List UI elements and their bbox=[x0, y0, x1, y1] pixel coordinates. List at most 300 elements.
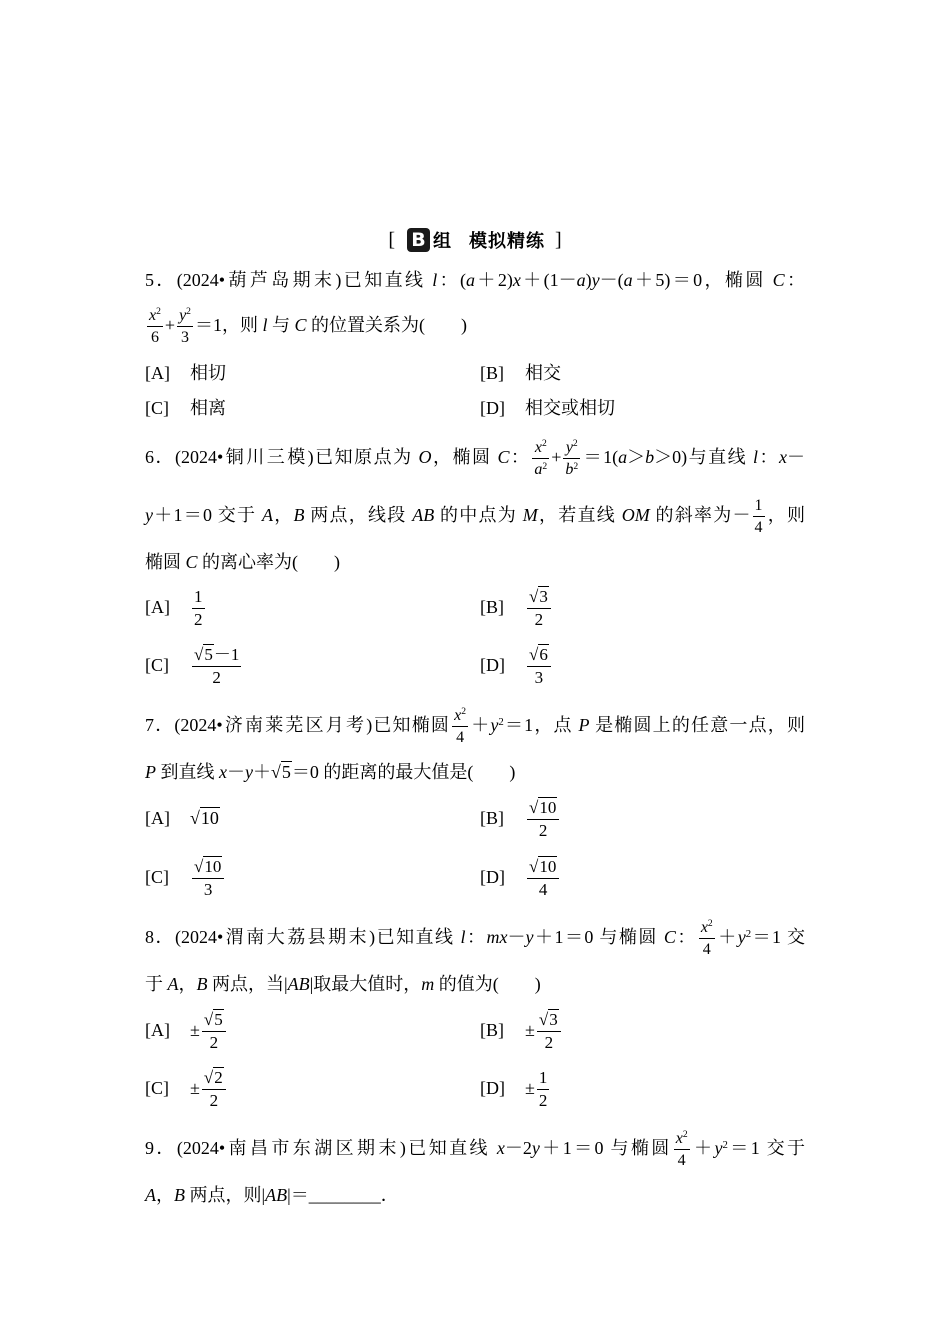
option-label: [C] bbox=[145, 867, 169, 887]
math-variable: a bbox=[466, 270, 476, 290]
question-9-line-1 bbox=[145, 1124, 805, 1175]
math-variable: x bbox=[496, 1138, 505, 1158]
text-run: 6．(2024 bbox=[145, 447, 217, 467]
radical-sign: √ bbox=[529, 856, 539, 876]
math-variable: y bbox=[531, 1138, 540, 1158]
superscript: 2 bbox=[186, 306, 191, 318]
text-run: 5．(2024 bbox=[145, 270, 219, 290]
question-5-option-c bbox=[145, 384, 226, 432]
text-run: 3 bbox=[203, 880, 213, 900]
text-run: 1 bbox=[754, 497, 763, 515]
text-run: ，若直线 bbox=[537, 505, 622, 525]
text-run: －( bbox=[599, 270, 624, 290]
text-run: 2 bbox=[538, 1091, 548, 1111]
radical-sign: √ bbox=[271, 762, 281, 782]
radicand: 5 bbox=[204, 644, 213, 664]
option-content bbox=[525, 586, 553, 630]
text-run: 相切 bbox=[190, 363, 226, 383]
text-run: ) bbox=[585, 270, 592, 290]
option-label: [D] bbox=[480, 655, 505, 675]
option-content bbox=[525, 1067, 551, 1111]
text-run: 相交 bbox=[525, 363, 561, 383]
option-label: [C] bbox=[145, 1078, 169, 1098]
text-run: ， bbox=[178, 974, 197, 994]
text-run: ， bbox=[156, 1185, 174, 1205]
text-run: ＋1＝0 与椭圆 bbox=[539, 1138, 672, 1158]
text-run: ： bbox=[509, 447, 531, 467]
math-variable: y bbox=[490, 715, 499, 735]
text-run: 4 bbox=[702, 941, 711, 959]
numerator bbox=[452, 706, 468, 727]
math-variable: y bbox=[591, 270, 600, 290]
math-variable: B bbox=[174, 1185, 185, 1205]
fraction bbox=[563, 438, 580, 479]
math-variable: AB bbox=[287, 974, 310, 994]
radicand: 6 bbox=[539, 644, 548, 664]
text-run: ： bbox=[758, 447, 780, 467]
fraction bbox=[537, 1068, 550, 1112]
radical bbox=[539, 1009, 559, 1029]
denominator bbox=[192, 609, 205, 630]
text-run: 是椭圆上的任意一点，则 bbox=[589, 715, 805, 735]
radical bbox=[529, 797, 557, 817]
option-label: [C] bbox=[145, 398, 169, 418]
superscript: 2 bbox=[156, 306, 161, 318]
text-run: |＝________． bbox=[287, 1185, 399, 1205]
fraction bbox=[202, 1068, 226, 1112]
numerator bbox=[192, 645, 241, 667]
question-7-option-a bbox=[145, 794, 220, 842]
math-variable: C bbox=[663, 927, 676, 947]
radical bbox=[529, 856, 557, 876]
superscript: 2 bbox=[707, 918, 713, 930]
text-run: 与 bbox=[267, 315, 295, 335]
text-run: 两点，当| bbox=[207, 974, 288, 994]
math-variable: A bbox=[262, 505, 273, 525]
text-run: ＝0 的距离的最大值是( ) bbox=[291, 762, 516, 782]
text-run: 7．(2024 bbox=[145, 715, 217, 735]
denominator bbox=[177, 327, 193, 347]
text-run: ＝1，则 bbox=[194, 315, 263, 335]
math-variable: x bbox=[512, 270, 521, 290]
text-run: )已知原点为 bbox=[307, 447, 419, 467]
text-run: 2 bbox=[209, 1033, 219, 1053]
option-content bbox=[190, 398, 226, 418]
text-run: 2 bbox=[538, 821, 548, 841]
math-variable: m bbox=[421, 974, 435, 994]
denominator bbox=[563, 459, 580, 479]
math-variable: AB bbox=[412, 505, 435, 525]
text-run: )已知直线 bbox=[335, 270, 433, 290]
question-8-line-2 bbox=[145, 960, 805, 1008]
text-run: ： bbox=[784, 270, 806, 290]
math-variable: C bbox=[772, 270, 785, 290]
question-7-option-d bbox=[480, 853, 561, 901]
text-run: 两点，则| bbox=[185, 1185, 266, 1205]
superscript: 2 bbox=[722, 1138, 728, 1151]
question-8-line-1 bbox=[145, 913, 805, 964]
radicand: 5 bbox=[281, 762, 291, 782]
text-run: ＋ bbox=[691, 1138, 715, 1158]
question-8-option-c bbox=[145, 1064, 228, 1112]
text-run: 到直线 bbox=[156, 762, 219, 782]
option-content bbox=[525, 797, 561, 841]
text-run: ＞0)与直线 bbox=[654, 447, 754, 467]
radical-sign: √ bbox=[194, 644, 204, 664]
source-name: •济南莱芜区月考 bbox=[216, 715, 367, 735]
math-variable: x bbox=[779, 447, 788, 467]
math-variable: y bbox=[714, 1138, 723, 1158]
text-run: 相离 bbox=[190, 398, 226, 418]
text-run: 1 bbox=[538, 1067, 548, 1087]
radicand: 2 bbox=[214, 1067, 223, 1087]
text-run: 4 bbox=[456, 729, 465, 747]
numerator bbox=[674, 1129, 690, 1150]
math-variable: C bbox=[185, 552, 198, 572]
option-label: [B] bbox=[480, 808, 504, 828]
text-run: 4 bbox=[538, 880, 548, 900]
numerator bbox=[753, 496, 765, 517]
numerator bbox=[527, 798, 559, 820]
question-6-option-a bbox=[145, 583, 207, 631]
option-label: [D] bbox=[480, 867, 505, 887]
option-label: [B] bbox=[480, 363, 504, 383]
superscript: 2 bbox=[541, 438, 547, 450]
text-run: ＋5)＝0，椭圆 bbox=[632, 270, 773, 290]
source-name: •葫芦岛期末 bbox=[218, 270, 336, 290]
denominator bbox=[192, 667, 241, 688]
text-run: ± bbox=[525, 1020, 535, 1040]
text-run: 3 bbox=[534, 668, 544, 688]
text-run: ， bbox=[273, 505, 294, 525]
denominator bbox=[537, 1032, 561, 1053]
question-6-option-b bbox=[480, 583, 553, 631]
math-variable: M bbox=[522, 505, 538, 525]
question-7-option-b bbox=[480, 794, 561, 842]
denominator bbox=[527, 667, 551, 688]
denominator bbox=[699, 939, 715, 959]
text-run: ＝1，点 bbox=[503, 715, 579, 735]
denominator bbox=[527, 820, 559, 841]
radicand: 10 bbox=[539, 856, 557, 876]
math-variable: C bbox=[497, 447, 510, 467]
option-label: [D] bbox=[480, 398, 505, 418]
text-run: ± bbox=[190, 1078, 200, 1098]
question-6-line-3 bbox=[145, 538, 805, 586]
fraction bbox=[192, 857, 224, 901]
radical bbox=[204, 1009, 224, 1029]
option-content bbox=[190, 1009, 228, 1053]
question-6-option-c bbox=[145, 641, 243, 689]
option-label: [D] bbox=[480, 1078, 505, 1098]
text-run: ＞ bbox=[627, 447, 646, 467]
text-run: － bbox=[507, 927, 526, 947]
math-variable: AB bbox=[265, 1185, 288, 1205]
radicand: 5 bbox=[214, 1009, 223, 1029]
fraction bbox=[177, 306, 193, 347]
denominator bbox=[202, 1090, 226, 1111]
question-5-option-d bbox=[480, 384, 615, 432]
numerator bbox=[532, 438, 549, 459]
text-run: ： bbox=[465, 927, 487, 947]
text-run: － bbox=[227, 762, 245, 782]
text-run: 相交或相切 bbox=[525, 398, 615, 418]
radical-sign: √ bbox=[529, 797, 539, 817]
option-content bbox=[190, 363, 226, 383]
text-run: ＝1 交于 bbox=[727, 1138, 806, 1158]
math-variable: y bbox=[245, 762, 253, 782]
option-content bbox=[525, 1009, 563, 1053]
text-run: 8．(2024 bbox=[145, 927, 217, 947]
fraction bbox=[527, 645, 551, 689]
text-run: 9．(2024 bbox=[145, 1138, 219, 1158]
text-run: 2 bbox=[534, 610, 544, 630]
fraction bbox=[699, 918, 715, 959]
option-content bbox=[525, 363, 561, 383]
math-variable: y bbox=[179, 307, 187, 325]
text-run: 的离心率为( ) bbox=[197, 552, 341, 572]
numerator bbox=[527, 645, 551, 667]
math-variable: B bbox=[196, 974, 208, 994]
option-label: [C] bbox=[145, 655, 169, 675]
numerator bbox=[563, 438, 580, 459]
option-content bbox=[190, 807, 220, 828]
group-label: 组 bbox=[433, 231, 451, 251]
fraction bbox=[753, 496, 765, 537]
group-badge: B bbox=[407, 228, 430, 252]
text-run: 的中点为 bbox=[434, 505, 523, 525]
superscript: 2 bbox=[542, 460, 548, 472]
text-run: ＋ bbox=[253, 762, 271, 782]
question-7-line-2 bbox=[145, 748, 805, 796]
text-run: ＋1＝0 与椭圆 bbox=[533, 927, 664, 947]
text-run: 2 bbox=[212, 668, 221, 688]
numerator bbox=[537, 1010, 561, 1032]
fraction bbox=[537, 1010, 561, 1054]
radicand: 10 bbox=[539, 797, 557, 817]
text-run: ＋ bbox=[716, 927, 738, 947]
math-variable: y bbox=[737, 927, 746, 947]
text-run: －1 bbox=[213, 644, 240, 664]
fraction bbox=[527, 857, 559, 901]
math-variable: y bbox=[525, 927, 534, 947]
math-variable: l bbox=[460, 927, 466, 947]
text-run: )已知直线 bbox=[399, 1138, 497, 1158]
superscript: 2 bbox=[498, 715, 504, 728]
text-run: + bbox=[551, 447, 562, 467]
option-label: [B] bbox=[480, 597, 504, 617]
section-title: 模拟精练 bbox=[469, 231, 545, 251]
numerator bbox=[202, 1068, 226, 1090]
text-run: 1 bbox=[194, 586, 203, 606]
math-variable: x bbox=[454, 707, 462, 725]
option-content bbox=[525, 398, 615, 418]
fraction bbox=[192, 645, 241, 689]
bracket-right: ] bbox=[555, 228, 562, 251]
math-variable: A bbox=[167, 974, 179, 994]
denominator bbox=[527, 609, 551, 630]
math-variable: mx bbox=[486, 927, 508, 947]
math-variable: x bbox=[149, 307, 157, 325]
fraction bbox=[452, 706, 468, 747]
question-7-option-c bbox=[145, 853, 226, 901]
text-run: ± bbox=[190, 1020, 200, 1040]
text-run: ＋2) bbox=[475, 270, 513, 290]
option-content bbox=[190, 586, 207, 630]
option-label: [B] bbox=[480, 1020, 504, 1040]
denominator bbox=[147, 327, 163, 347]
text-run: ：( bbox=[437, 270, 467, 290]
math-variable: b bbox=[645, 447, 655, 467]
radical-sign: √ bbox=[194, 856, 204, 876]
source-name: •南昌市东湖区期末 bbox=[218, 1138, 400, 1158]
text-run: |取最大值时， bbox=[309, 974, 422, 994]
text-run: 6 bbox=[150, 329, 159, 347]
math-variable: y bbox=[145, 505, 153, 525]
text-run: ＋(1－ bbox=[520, 270, 577, 290]
source-name: •铜川三模 bbox=[216, 447, 308, 467]
option-label: [A] bbox=[145, 597, 170, 617]
numerator bbox=[527, 587, 551, 609]
question-7-line-1 bbox=[145, 701, 805, 752]
source-name: •渭南大荔县期末 bbox=[216, 927, 370, 947]
math-variable: C bbox=[294, 315, 307, 335]
text-run: ，则 bbox=[766, 505, 805, 525]
option-content bbox=[190, 1067, 228, 1111]
text-run: 的位置关系为( ) bbox=[306, 315, 467, 335]
superscript: 2 bbox=[745, 927, 752, 940]
option-label: [A] bbox=[145, 363, 170, 383]
text-run: 2 bbox=[194, 610, 203, 630]
radical-sign: √ bbox=[529, 586, 539, 606]
superscript: 2 bbox=[461, 706, 467, 718]
math-variable: A bbox=[145, 1185, 156, 1205]
text-run: ＋1＝0 交于 bbox=[153, 505, 262, 525]
numerator bbox=[192, 587, 205, 609]
option-content bbox=[190, 856, 226, 900]
fraction bbox=[527, 798, 559, 842]
question-6-line-1 bbox=[145, 433, 805, 481]
question-5-line-2 bbox=[145, 301, 805, 349]
text-run: 于 bbox=[145, 974, 168, 994]
denominator bbox=[192, 879, 224, 900]
superscript: 2 bbox=[572, 438, 578, 450]
math-variable: x bbox=[534, 439, 542, 457]
math-variable: OM bbox=[621, 505, 650, 525]
text-run: 的斜率为－ bbox=[649, 505, 751, 525]
math-variable: a bbox=[623, 270, 633, 290]
text-run: ± bbox=[525, 1078, 535, 1098]
radical-sign: √ bbox=[203, 1009, 214, 1029]
question-6-option-d bbox=[480, 641, 553, 689]
math-variable: a bbox=[534, 461, 543, 479]
text-run: ，椭圆 bbox=[431, 447, 498, 467]
denominator bbox=[674, 1150, 690, 1170]
radical bbox=[194, 856, 222, 876]
text-run: + bbox=[164, 315, 176, 335]
denominator bbox=[753, 517, 765, 537]
math-variable: P bbox=[145, 762, 156, 782]
option-content bbox=[525, 856, 561, 900]
denominator bbox=[202, 1032, 226, 1053]
math-variable: a bbox=[618, 447, 628, 467]
math-variable: a bbox=[576, 270, 586, 290]
radicand: 3 bbox=[539, 586, 548, 606]
radicand: 10 bbox=[200, 808, 219, 828]
question-8-option-a bbox=[145, 1006, 228, 1054]
radicand: 10 bbox=[204, 856, 222, 876]
radical-sign: √ bbox=[538, 1009, 549, 1029]
fraction bbox=[147, 306, 163, 347]
fraction bbox=[532, 438, 549, 479]
math-variable: O bbox=[418, 447, 432, 467]
math-variable: P bbox=[578, 715, 590, 735]
denominator bbox=[537, 1090, 550, 1111]
question-9-line-2 bbox=[145, 1171, 805, 1219]
numerator bbox=[147, 306, 163, 327]
fraction bbox=[674, 1129, 690, 1170]
numerator bbox=[177, 306, 193, 327]
question-8-option-b bbox=[480, 1006, 563, 1054]
fraction bbox=[527, 587, 551, 631]
numerator bbox=[202, 1010, 226, 1032]
text-run: ＋ bbox=[470, 715, 491, 735]
text-run: )已知椭圆 bbox=[366, 715, 451, 735]
option-label: [A] bbox=[145, 1020, 170, 1040]
text-run: －2 bbox=[504, 1138, 532, 1158]
fraction bbox=[202, 1010, 226, 1054]
math-variable: l bbox=[432, 270, 438, 290]
math-variable: b bbox=[565, 461, 574, 479]
text-run: 椭圆 bbox=[145, 552, 186, 572]
radical-sign: √ bbox=[190, 808, 200, 828]
text-run: 的值为( ) bbox=[434, 974, 541, 994]
question-5-line-1 bbox=[145, 256, 805, 304]
math-variable: y bbox=[565, 439, 573, 457]
text-run: ＝1( bbox=[582, 447, 619, 467]
math-variable: x bbox=[219, 762, 227, 782]
denominator bbox=[452, 727, 468, 747]
text-run: 两点，线段 bbox=[304, 505, 413, 525]
text-run: )已知直线 bbox=[369, 927, 461, 947]
radical bbox=[529, 644, 549, 664]
denominator bbox=[527, 879, 559, 900]
bracket-left: [ bbox=[388, 228, 395, 251]
numerator bbox=[699, 918, 715, 939]
math-variable: l bbox=[262, 315, 268, 335]
numerator bbox=[527, 857, 559, 879]
math-variable: x bbox=[700, 919, 708, 937]
option-label: [A] bbox=[145, 808, 170, 828]
text-run: ： bbox=[675, 927, 697, 947]
question-6-line-2 bbox=[145, 491, 805, 539]
radicand: 3 bbox=[549, 1009, 558, 1029]
text-run: 4 bbox=[677, 1152, 686, 1170]
option-content bbox=[190, 644, 243, 688]
text-run: 3 bbox=[181, 329, 190, 347]
radical-sign: √ bbox=[529, 644, 539, 664]
superscript: 2 bbox=[682, 1129, 688, 1141]
radical bbox=[529, 586, 549, 606]
radical bbox=[271, 761, 292, 782]
fraction bbox=[192, 587, 205, 631]
text-run: 2 bbox=[544, 1033, 554, 1053]
text-run: 4 bbox=[754, 519, 763, 537]
text-run: ＝1 交 bbox=[751, 927, 806, 947]
denominator bbox=[532, 459, 549, 479]
numerator bbox=[537, 1068, 550, 1090]
question-8-option-d bbox=[480, 1064, 551, 1112]
